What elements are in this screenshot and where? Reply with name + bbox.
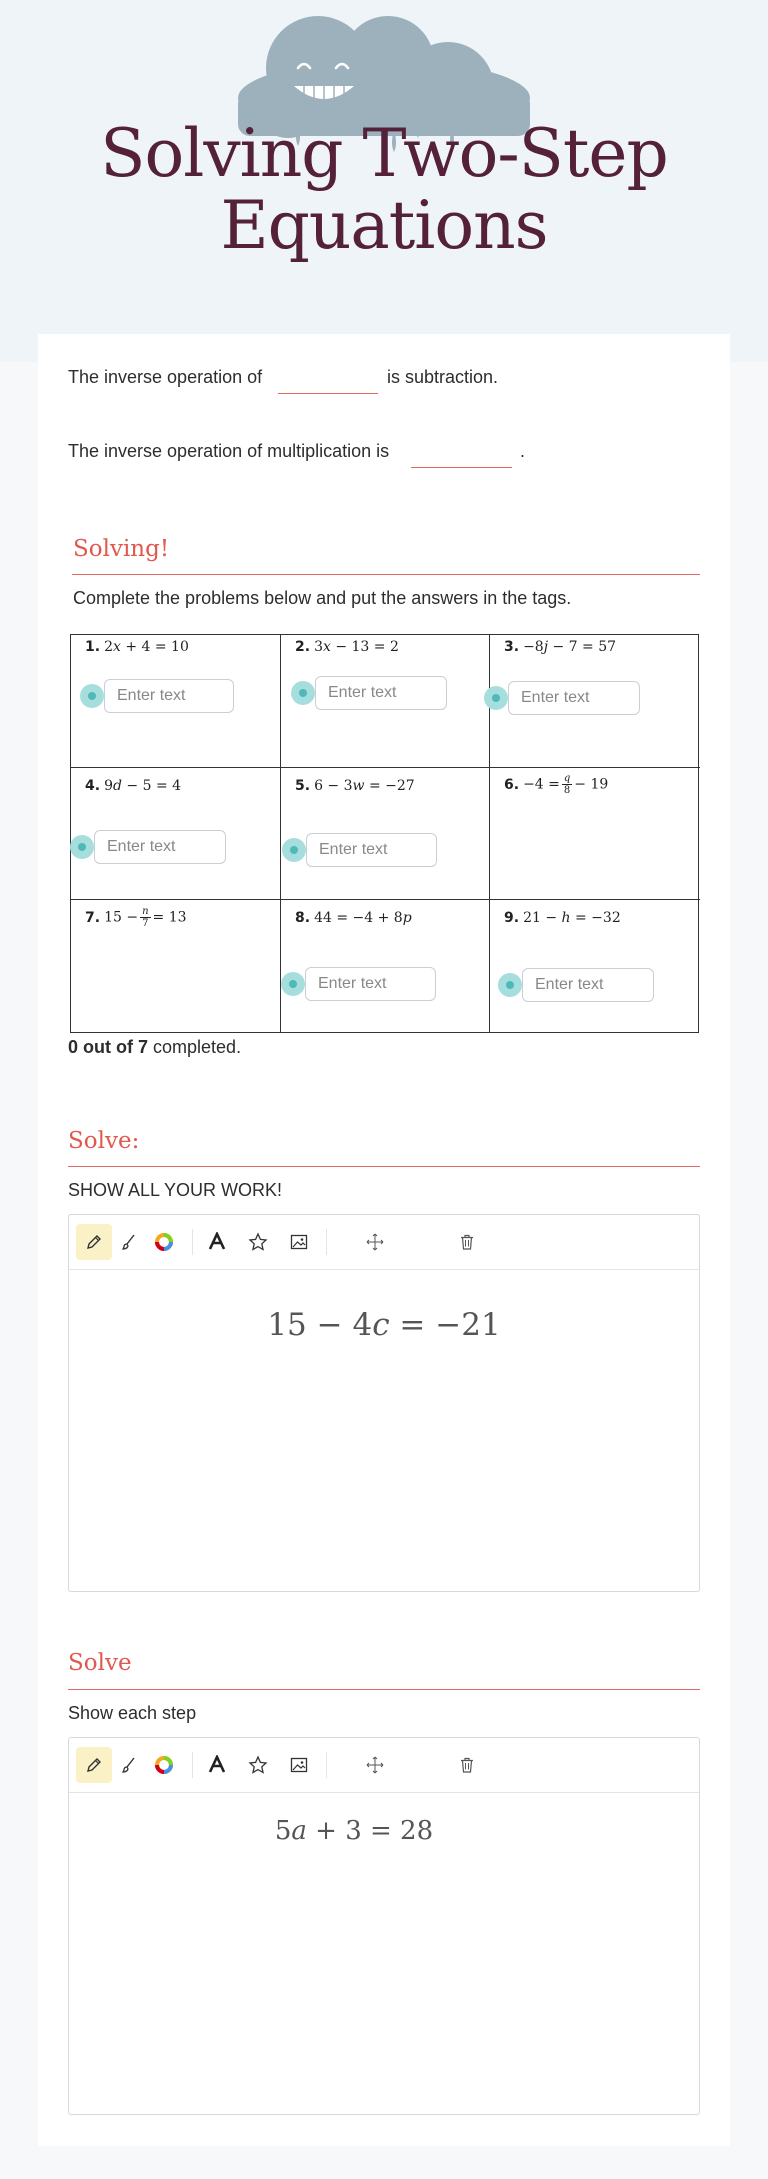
answer-input[interactable]: Enter text	[104, 679, 234, 713]
drawing-canvas-2[interactable]	[68, 1737, 700, 2115]
toolbar-separator	[192, 1229, 193, 1255]
answer-input[interactable]: Enter text	[306, 833, 437, 867]
star-icon[interactable]	[240, 1747, 276, 1783]
tag-handle-icon[interactable]	[281, 972, 305, 996]
image-icon[interactable]	[281, 1747, 317, 1783]
color-wheel-icon[interactable]	[146, 1224, 182, 1260]
tag-handle-icon[interactable]	[484, 686, 508, 710]
tag-handle-icon[interactable]	[80, 684, 104, 708]
image-icon[interactable]	[281, 1224, 317, 1260]
problem-3: 3. −8j − 7 = 57	[504, 639, 617, 655]
tag-handle-icon[interactable]	[498, 973, 522, 997]
answer-input[interactable]: Enter text	[305, 967, 436, 1001]
trash-icon[interactable]	[449, 1747, 485, 1783]
equation: 15 − 4c = −21	[267, 1307, 501, 1343]
pencil-icon[interactable]	[76, 1747, 112, 1783]
move-icon[interactable]	[357, 1747, 393, 1783]
brush-icon[interactable]	[111, 1747, 147, 1783]
tag-handle-icon[interactable]	[70, 835, 94, 859]
solving-instructions: Complete the problems below and put the answers in the tags.	[73, 588, 572, 608]
drawing-canvas[interactable]	[68, 1214, 700, 1592]
progress-status: 0 out of 7 completed.	[68, 1037, 242, 1057]
section-heading-solve: Solve:	[68, 1128, 140, 1154]
section-heading-solve-2: Solve	[68, 1650, 132, 1676]
tag-handle-icon[interactable]	[282, 838, 306, 862]
drawing-toolbar	[69, 1738, 699, 1793]
fill-in-blank-2[interactable]	[411, 442, 512, 468]
heading-divider	[68, 1689, 700, 1690]
move-icon[interactable]	[357, 1224, 393, 1260]
text-icon[interactable]	[199, 1747, 235, 1783]
header-banner	[0, 0, 768, 362]
page-title: Solving Two-Step Equations	[100, 115, 668, 264]
toolbar-separator	[326, 1229, 327, 1255]
fill-in-text-2b: .	[520, 441, 526, 461]
answer-input[interactable]: Enter text	[315, 676, 447, 710]
answer-input[interactable]: Enter text	[94, 830, 226, 864]
answer-input[interactable]: Enter text	[508, 681, 640, 715]
star-icon[interactable]	[240, 1224, 276, 1260]
fill-in-blank-1[interactable]	[278, 368, 378, 394]
fill-in-text-2: The inverse operation of multiplication is	[68, 441, 390, 461]
heading-divider	[72, 574, 700, 575]
brush-icon[interactable]	[111, 1224, 147, 1260]
solve-instructions: SHOW ALL YOUR WORK!	[68, 1180, 283, 1200]
toolbar-separator	[326, 1752, 327, 1778]
solve-2-instructions: Show each step	[68, 1703, 197, 1723]
problem-6: 6. −4 = $\frac{q}{8}$ − 19	[504, 773, 609, 796]
heading-divider	[68, 1166, 700, 1167]
problem-4: 4. 9d − 5 = 4	[85, 778, 182, 794]
equation: 5a + 3 = 28	[274, 1816, 434, 1846]
problem-7: 7. 15 − $\frac{n}{7}$ = 13	[85, 906, 187, 929]
trash-icon[interactable]	[449, 1224, 485, 1260]
answer-input[interactable]: Enter text	[522, 968, 654, 1002]
problem-5: 5. 6 − 3w = −27	[295, 778, 415, 794]
toolbar-separator	[192, 1752, 193, 1778]
fill-in-text-1: The inverse operation of	[68, 367, 263, 387]
problem-1: 1. 2x + 4 = 10	[85, 639, 189, 655]
text-icon[interactable]	[199, 1224, 235, 1260]
drawing-toolbar	[69, 1215, 699, 1270]
pencil-icon[interactable]	[76, 1224, 112, 1260]
problem-9: 9. 21 − h = −32	[504, 910, 621, 926]
color-wheel-icon[interactable]	[146, 1747, 182, 1783]
fill-in-text-1b: is subtraction.	[387, 367, 499, 387]
problem-2: 2. 3x − 13 = 2	[295, 639, 399, 655]
problem-8: 8. 44 = −4 + 8p	[295, 910, 412, 926]
tag-handle-icon[interactable]	[291, 681, 315, 705]
section-heading-solving: Solving!	[73, 536, 170, 562]
